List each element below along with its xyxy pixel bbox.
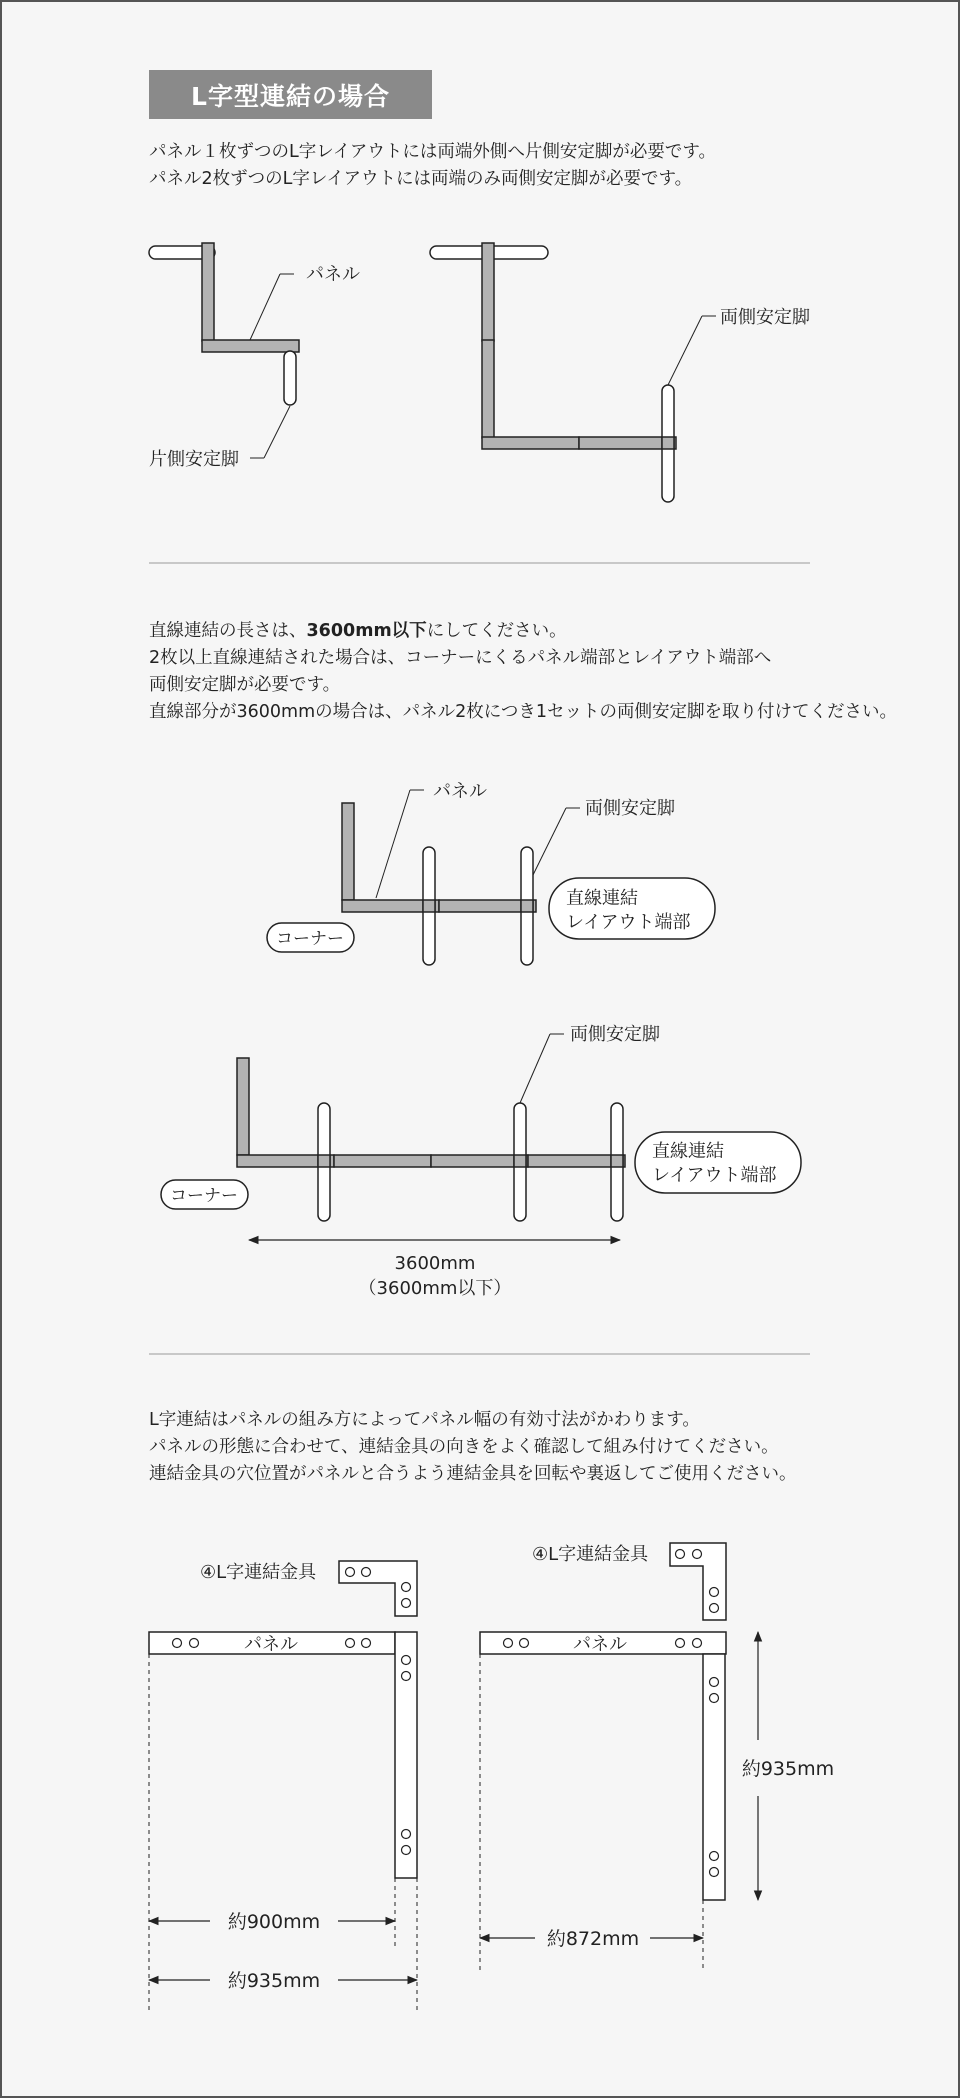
panel-vertical — [395, 1632, 417, 1878]
double-leg-leader — [668, 316, 702, 385]
panel-hole — [190, 1639, 199, 1648]
bracket-label: ④L字連結金具 — [532, 1544, 649, 1565]
panel-hole — [173, 1639, 182, 1648]
double-leg-joint — [662, 437, 674, 449]
panel-horizontal — [202, 340, 299, 352]
single-leg — [284, 351, 296, 405]
panel-vertical-2 — [482, 340, 494, 438]
connector-line-3: 連結金具の穴位置がパネルと合うよう連結金具を回転や裏返してご使用ください。 — [149, 1464, 797, 1484]
panel-hole — [402, 1830, 411, 1839]
panel-label: パネル — [244, 1634, 298, 1655]
panel-label: パネル — [573, 1634, 627, 1655]
panel-hole — [402, 1846, 411, 1855]
end-label-line-1: 直線連結 — [566, 888, 638, 909]
panel-leader — [376, 790, 410, 898]
panel-hole — [693, 1639, 702, 1648]
straight-line-2: 2枚以上直線連結された場合は、コーナーにくるパネル端部とレイアウト端部へ — [149, 648, 772, 668]
panel-label: パネル — [433, 781, 487, 802]
bracket-hole — [693, 1550, 702, 1559]
panel-vertical — [202, 243, 214, 341]
end-label-line-2: レイアウト端部 — [566, 912, 691, 933]
panel-vertical-1 — [482, 243, 494, 341]
panel-hole — [710, 1868, 719, 1877]
end-label-line-1: 直線連結 — [652, 1141, 724, 1162]
diagram-l-single — [149, 243, 360, 470]
diagram-bracket-inside — [480, 1543, 834, 1970]
panel-hole — [676, 1639, 685, 1648]
straight-line-4: 直線部分が3600mmの場合は、パネル2枚につき1セットの両側安定脚を取り付けてください。 — [149, 702, 898, 722]
panel-hole — [362, 1639, 371, 1648]
straight-line-1-bold: 3600mm以下 — [306, 621, 427, 641]
straight-line-1-pre: 直線連結の長さは、 — [149, 621, 307, 641]
panel-vertical — [703, 1654, 725, 1900]
connector-line-2: パネルの形態に合わせて、連結金具の向きをよく確認して組み付けてください。 — [149, 1437, 779, 1457]
panel-hole — [710, 1678, 719, 1687]
straight-line-1-post: にしてください。 — [426, 621, 567, 641]
panel-hole — [346, 1639, 355, 1648]
diagram-straight-long — [161, 1024, 801, 1299]
corner-panel — [342, 803, 354, 900]
panel-horizontal-1 — [482, 437, 579, 449]
panel-hole — [710, 1852, 719, 1861]
bracket-hole — [710, 1604, 719, 1613]
dim-outer-label: 約935mm — [227, 1970, 321, 1992]
bracket-label: ④L字連結金具 — [200, 1562, 317, 1583]
dim-width-label: 約872mm — [546, 1928, 640, 1950]
corner-label: コーナー — [170, 1186, 238, 1206]
bracket-hole — [710, 1588, 719, 1597]
diagram-l-double — [430, 243, 810, 502]
bracket-hole — [402, 1583, 411, 1592]
panel-hole — [710, 1694, 719, 1703]
double-leg-leader — [520, 1034, 550, 1103]
double-leg-label: 両側安定脚 — [570, 1024, 660, 1045]
section-title: L字型連結の場合 — [149, 70, 432, 119]
panel-label: パネル — [306, 264, 360, 285]
corner-label: コーナー — [276, 929, 344, 949]
panel-hole — [504, 1639, 513, 1648]
double-leg-2-joint — [514, 1155, 526, 1167]
dim-height-label: 約935mm — [741, 1758, 835, 1780]
connector-line-1: L字連結はパネルの組み方によってパネル幅の有効寸法がかわります。 — [149, 1410, 700, 1430]
double-leg-end-joint — [521, 900, 533, 912]
double-leg-label: 両側安定脚 — [720, 307, 810, 328]
bracket-hole — [402, 1599, 411, 1608]
double-leg-3-joint — [611, 1155, 623, 1167]
intro-line-1: パネル１枚ずつのL字レイアウトには両端外側へ片側安定脚が必要です。 — [149, 142, 716, 162]
bracket-hole — [676, 1550, 685, 1559]
dim-inner-label: 約900mm — [227, 1911, 321, 1933]
panel-2 — [334, 1155, 431, 1167]
intro-line-2: パネル2枚ずつのL字レイアウトには両端のみ両側安定脚が必要です。 — [149, 169, 693, 189]
panel-hole — [402, 1656, 411, 1665]
panel-hole — [520, 1639, 529, 1648]
diagram-bracket-outside — [149, 1561, 417, 2010]
end-label-line-2: レイアウト端部 — [652, 1165, 777, 1186]
bracket-hole — [362, 1568, 371, 1577]
diagram-straight-short — [267, 781, 715, 965]
double-leg-leader — [533, 808, 566, 875]
bracket-hole — [346, 1568, 355, 1577]
corner-panel — [237, 1058, 249, 1155]
panel-leader — [250, 274, 280, 340]
panel-hole — [402, 1672, 411, 1681]
straight-line-3: 両側安定脚が必要です。 — [149, 675, 341, 695]
double-leg-1-joint — [318, 1155, 330, 1167]
dimension-line-2: （3600mm以下） — [358, 1278, 512, 1299]
double-leg-label: 両側安定脚 — [585, 798, 675, 819]
double-leg-corner-joint — [423, 900, 435, 912]
single-leg-leader — [264, 406, 290, 458]
dimension-line-1: 3600mm — [394, 1253, 476, 1274]
single-leg-label: 片側安定脚 — [149, 449, 239, 470]
